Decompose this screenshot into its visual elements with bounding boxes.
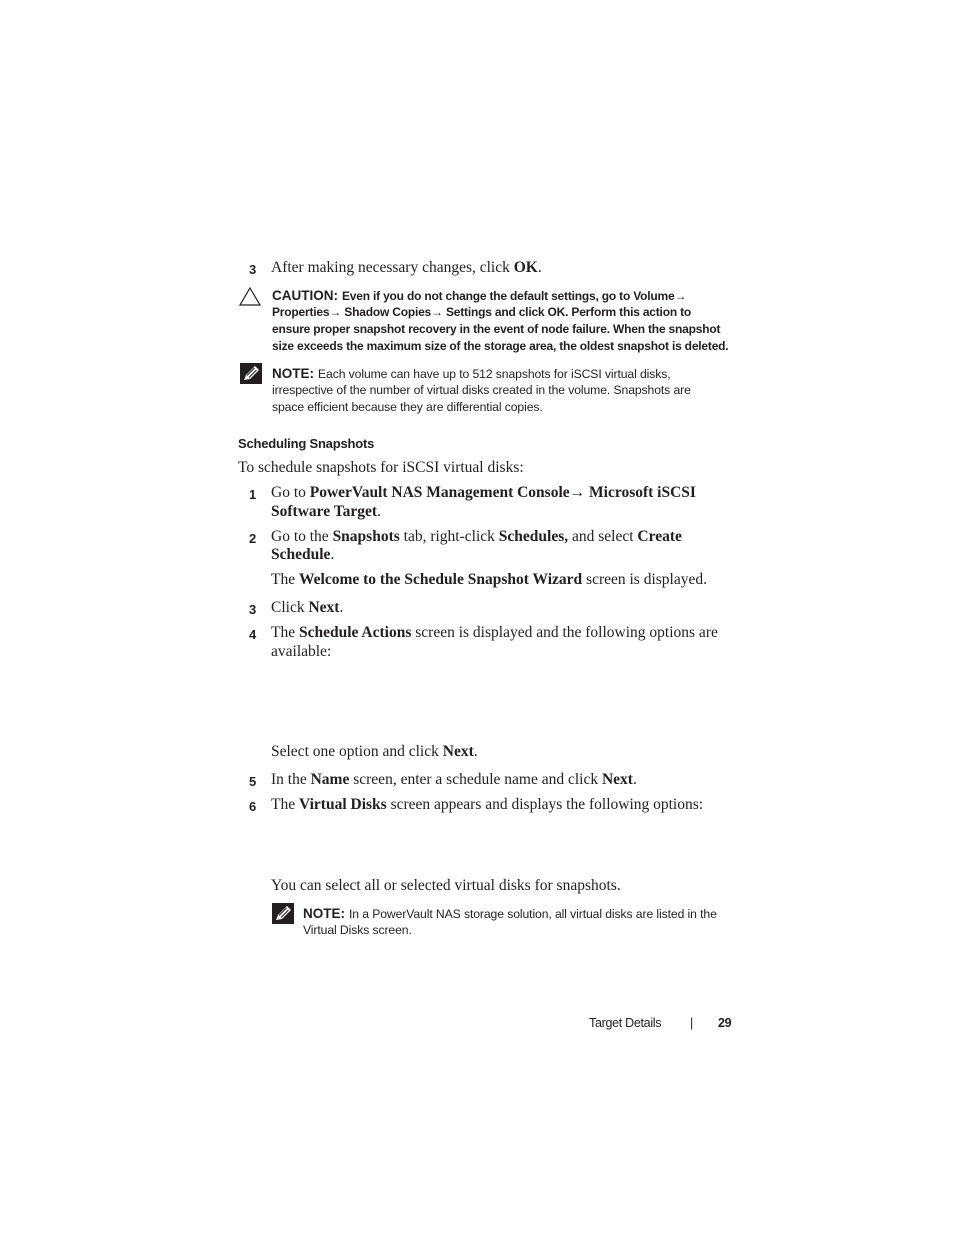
select-all-text: You can select all or selected virtual disks for snapshots. (271, 877, 621, 894)
note-pencil-icon (240, 363, 262, 384)
step-number: 5 (249, 774, 257, 789)
step-number: 4 (249, 627, 257, 642)
section-heading: Scheduling Snapshots (238, 436, 375, 451)
step-text: The Virtual Disks screen appears and displays the following options: (271, 796, 704, 813)
step-text: The Schedule Actions screen is displayed and the following options are (271, 624, 718, 641)
step-text: Go to the Snapshots tab, right-click Schedules, and select Create (271, 528, 682, 545)
step-text-cont: Schedule. (271, 546, 335, 563)
step-number: 6 (249, 799, 257, 814)
step-text-cont: Software Target. (271, 503, 381, 520)
step-text: In the Name screen, enter a schedule name and click Next. (271, 771, 637, 788)
footer-separator: | (690, 1016, 693, 1030)
step-number: 1 (249, 487, 257, 502)
note-label: NOTE: (272, 366, 314, 381)
step-text: Go to PowerVault NAS Management Console→ Microsoft iSCSI (271, 484, 696, 501)
step-number: 3 (249, 602, 257, 617)
page-number: 29 (718, 1016, 732, 1030)
note-label: NOTE: (303, 906, 345, 921)
step-subtext: The Welcome to the Schedule Snapshot Wizard screen is displayed. (271, 571, 707, 588)
step-text: After making necessary changes, click OK. (271, 259, 542, 276)
intro-text: To schedule snapshots for iSCSI virtual disks: (238, 459, 524, 476)
select-text: Select one option and click Next. (271, 743, 478, 760)
step-number: 3 (249, 262, 257, 277)
step-number: 2 (249, 531, 257, 546)
step-text: Click Next. (271, 599, 344, 616)
note-pencil-icon (272, 903, 294, 924)
caution-icon (239, 287, 261, 306)
step-text-cont: available: (271, 643, 332, 660)
caution-label: CAUTION: (272, 288, 338, 303)
footer-section-name: Target Details (589, 1016, 662, 1030)
